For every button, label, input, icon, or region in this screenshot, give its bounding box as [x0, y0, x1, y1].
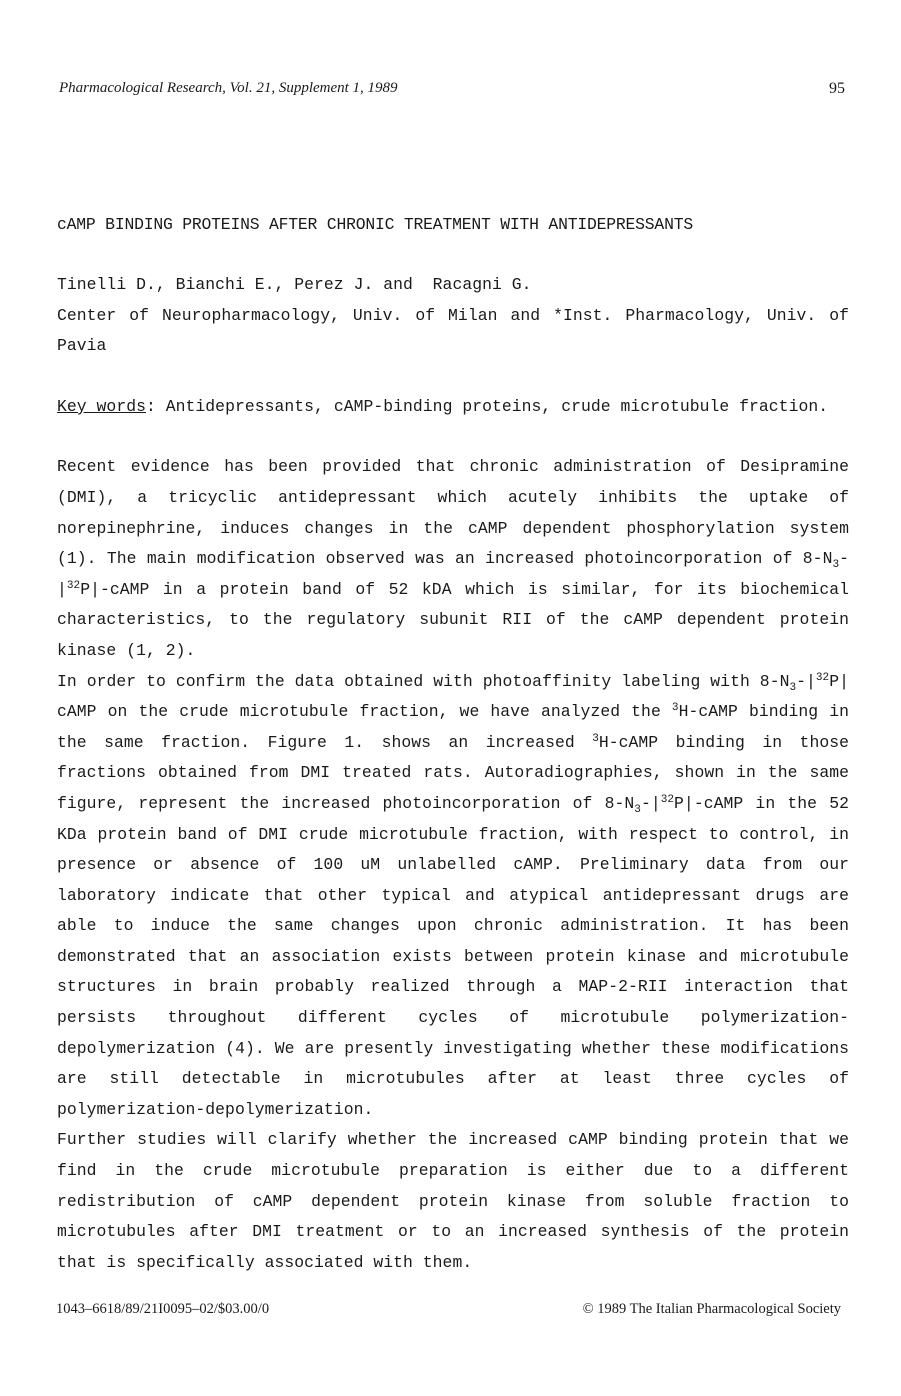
text-run: P| cAMP on the crude microtubule fraction, we have analyzed the: [57, 671, 849, 722]
body-paragraph-2: [57, 667, 849, 1126]
superscript: 3: [671, 702, 679, 715]
text-run: P|-cAMP in the 52 KDa protein band of DMI crude microtubule fraction, with respect to control, in presence or absence of 100 uM unlabelled cAMP. Preliminary data from our laboratory indicate that other typical and atypical antidepressant drugs are able to induce the same changes upon chronic administration. It has been demonstrated that an association exists between protein kinase and microtubule structures in brain probably realized through a MAP-2-RII interaction that persists throughout different cycles of microtubule polymerization-depolymerization (4). We are presently investigating whether these modifications are still detectable in microtubules after at least three cycles of polymerization-depolymerization.: [57, 793, 849, 1119]
text-run: P|-cAMP in a protein band of 52 kDA which is similar, for its biochemical characteristics, to the regulatory subunit RII of the cAMP dependent protein kinase (1, 2).: [57, 579, 849, 660]
copyright-notice: © 1989 The Italian Pharmacological Society: [582, 1301, 841, 1317]
text-run: In order to confirm the data obtained with photoaffinity labeling with 8-N: [57, 671, 790, 691]
keywords-label: Key words: [57, 396, 146, 416]
article: [57, 210, 849, 1278]
subscript: 3: [634, 803, 641, 816]
keywords-list: : Antidepressants, cAMP-binding proteins, crude microtubule fraction.: [145, 396, 829, 416]
journal-citation: Pharmacological Research, Vol. 21, Supplement 1, 1989: [59, 80, 398, 96]
subscript: 3: [832, 559, 840, 572]
text-run: -|: [640, 793, 661, 813]
superscript: 32: [660, 793, 675, 806]
text-run: -|: [57, 549, 849, 599]
text-run: Recent evidence has been provided that chronic administration of Desipramine (DMI), a tricyclic antidepressant which acutely inhibits the uptake of norepinephrine, induces changes in the cAMP dependent phosphorylation system (1). The main modification observed was an increased photoincorporation of 8-N: [57, 457, 849, 569]
author-list: Tinelli D., Bianchi E., Perez J. and Racagni G.: [57, 275, 532, 294]
article-body: [57, 452, 849, 1278]
article-title: cAMP BINDING PROTEINS AFTER CHRONIC TREATMENT WITH ANTIDEPRESSANTS: [57, 215, 693, 234]
body-paragraph-1: [57, 452, 849, 666]
superscript: 32: [815, 671, 830, 684]
affiliation: Center of Neuropharmacology, Univ. of Milan and *Inst. Pharmacology, Univ. of Pavia: [57, 305, 849, 356]
text-run: H-cAMP binding in those fractions obtained from DMI treated rats. Autoradiographies, shown in the same figure, represent the increased photoincorporation of 8-N: [57, 732, 849, 813]
page-number: 95: [829, 80, 845, 97]
body-paragraph-3: Further studies will clarify whether the increased cAMP binding protein that we find in the crude microtubule preparation is either due to a different redistribution of cAMP dependent protein kinase from soluble fraction to microtubules after DMI treatment or to an increased synthesis of the protein that is specifically associated with them.: [57, 1130, 849, 1272]
publication-code: 1043–6618/89/21I0095–02/$03.00/0: [56, 1301, 270, 1317]
subscript: 3: [789, 681, 797, 694]
superscript: 32: [66, 579, 81, 592]
keywords-line: [57, 392, 849, 423]
superscript: 3: [592, 732, 599, 745]
author-block: [57, 270, 849, 362]
text-run: -|: [796, 671, 816, 691]
page-footer: [56, 1301, 841, 1321]
text-run: H-cAMP binding in the same fraction. Figure 1. shows an increased: [57, 702, 849, 752]
running-head: [59, 80, 845, 102]
